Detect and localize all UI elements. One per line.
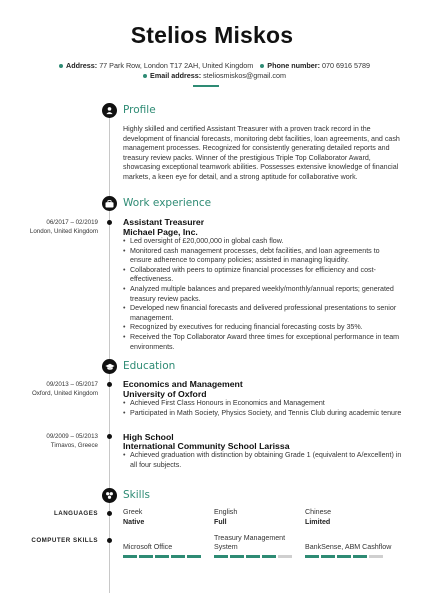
education-bullets	[130, 399, 402, 418]
skill-level-segment	[353, 555, 367, 558]
skill-level-segment	[305, 555, 319, 558]
computer-skill-name: BankSense, ABM Cashflow	[305, 543, 392, 551]
header-divider	[193, 85, 219, 87]
bullet-dot-icon	[260, 64, 264, 68]
language-name: Greek	[123, 508, 143, 516]
timeline-dot	[107, 382, 112, 387]
skill-level-segment	[155, 555, 169, 558]
language-level: Limited	[305, 517, 331, 526]
section-title-profile: Profile	[123, 104, 156, 116]
list-item: • Achieved graduation with distinction by obtaining Grade 1 (equivalent to A/excellent) in all four subjects.	[130, 451, 402, 470]
job-location: London, United Kingdom	[29, 228, 98, 235]
list-item: • Developed new financial forecasts and delivered professional presentations to senior management.	[130, 304, 402, 323]
skill-level-segment	[214, 555, 228, 558]
skill-level-segment	[337, 555, 351, 558]
skill-level-segment	[123, 555, 137, 558]
language-level: Native	[123, 517, 145, 526]
skill-level-segment	[262, 555, 276, 558]
phone-value: 070 6916 5789	[322, 61, 370, 70]
section-title-skills: Skills	[123, 489, 150, 501]
section-title-education: Education	[123, 360, 176, 372]
education-location: Oxford, United Kingdom	[31, 390, 98, 397]
list-item: • Achieved First Class Honours in Economics and Management	[130, 399, 402, 409]
phone-label: Phone number:	[267, 61, 320, 70]
skill-level-segment	[171, 555, 185, 558]
skill-level-segment	[278, 555, 292, 558]
education-degree: Economics and Management	[123, 379, 243, 389]
education-dates: 09/2013 – 05/2017	[46, 381, 98, 388]
skill-level-bar	[214, 555, 292, 558]
contact-line-1	[0, 61, 424, 70]
section-title-work: Work experience	[123, 197, 212, 209]
timeline-dot	[107, 220, 112, 225]
job-title: Assistant Treasurer	[123, 217, 205, 227]
job-employer: Michael Page, Inc.	[123, 227, 198, 237]
contact-line-2	[0, 71, 424, 80]
list-item: • Led oversight of £20,000,000 in global cash flow.	[130, 237, 402, 247]
address-value: 77 Park Row, London T17 2AH, United Kingdom	[99, 61, 254, 70]
computer-skill-name: Microsoft Office	[123, 543, 173, 551]
computer-skills-label: COMPUTER SKILLS	[31, 537, 98, 544]
timeline-dot	[107, 538, 112, 543]
timeline-dot	[107, 434, 112, 439]
list-item: • Analyzed multiple balances and prepared weekly/monthly/annual reports; generated treasury review packs.	[130, 285, 402, 304]
computer-skill-name: Treasury Management System	[214, 534, 286, 551]
timeline-line	[109, 103, 110, 593]
briefcase-icon	[102, 196, 117, 211]
languages-label: LANGUAGES	[53, 510, 98, 517]
skill-level-bar	[305, 555, 383, 558]
education-bullets	[130, 451, 402, 470]
timeline-dot	[107, 511, 112, 516]
education-location: Tirnavos, Greece	[50, 442, 98, 449]
language-name: English	[214, 508, 238, 516]
language-level: Full	[214, 517, 227, 526]
skill-level-segment	[230, 555, 244, 558]
education-school: University of Oxford	[123, 389, 207, 399]
education-degree: High School	[123, 432, 174, 442]
graduation-cap-icon	[102, 359, 117, 374]
education-school: International Community School Larissa	[123, 441, 290, 451]
profile-summary: Highly skilled and certified Assistant Treasurer with a proven track record in the development of financial forecasts, monitoring debt facilities, loan agreements, and cash management processes. Recognized for consistently generating detailed reports and treasury review packs. Winner of the prestigious Triple Top Collaborator Award, showcasing exceptional teamwork abilities. Possesses extensive knowledge of financial markets, a keen eye for detail, and a strong aptitude for collaborative work.	[123, 125, 400, 181]
job-dates: 06/2017 – 02/2019	[46, 219, 98, 226]
skill-level-segment	[187, 555, 201, 558]
person-icon	[102, 103, 117, 118]
list-item: • Participated in Math Society, Physics Society, and Tennis Club during academic tenure	[130, 409, 402, 419]
language-name: Chinese	[305, 508, 332, 516]
email-label: Email address:	[150, 71, 202, 80]
language-item	[214, 508, 237, 527]
address-label: Address:	[66, 61, 98, 70]
candidate-name: Stelios Miskos	[130, 22, 294, 48]
language-item	[305, 508, 331, 527]
skills-icon	[102, 488, 117, 503]
job-bullets	[130, 237, 402, 352]
skill-level-segment	[369, 555, 383, 558]
skill-level-segment	[321, 555, 335, 558]
bullet-dot-icon	[59, 64, 63, 68]
skill-level-segment	[246, 555, 260, 558]
skill-level-segment	[139, 555, 153, 558]
list-item: • Received the Top Collaborator Award three times for exceptional performance in team environments.	[130, 333, 402, 352]
bullet-dot-icon	[143, 74, 147, 78]
language-item	[123, 508, 144, 527]
email-value: steliosmiskos@gmail.com	[203, 71, 286, 80]
list-item: • Recognized by executives for reducing financial forecasting costs by 35%.	[130, 323, 402, 333]
education-dates: 09/2009 – 05/2013	[46, 433, 98, 440]
skill-level-bar	[123, 555, 201, 558]
list-item: • Collaborated with peers to optimize financial processes for efficiency and cost-effectiveness.	[130, 266, 402, 285]
list-item: • Monitored cash management processes, debt facilities, and loan agreements to ensure adherence to company policies; assisted in managing liquidity.	[130, 247, 402, 266]
